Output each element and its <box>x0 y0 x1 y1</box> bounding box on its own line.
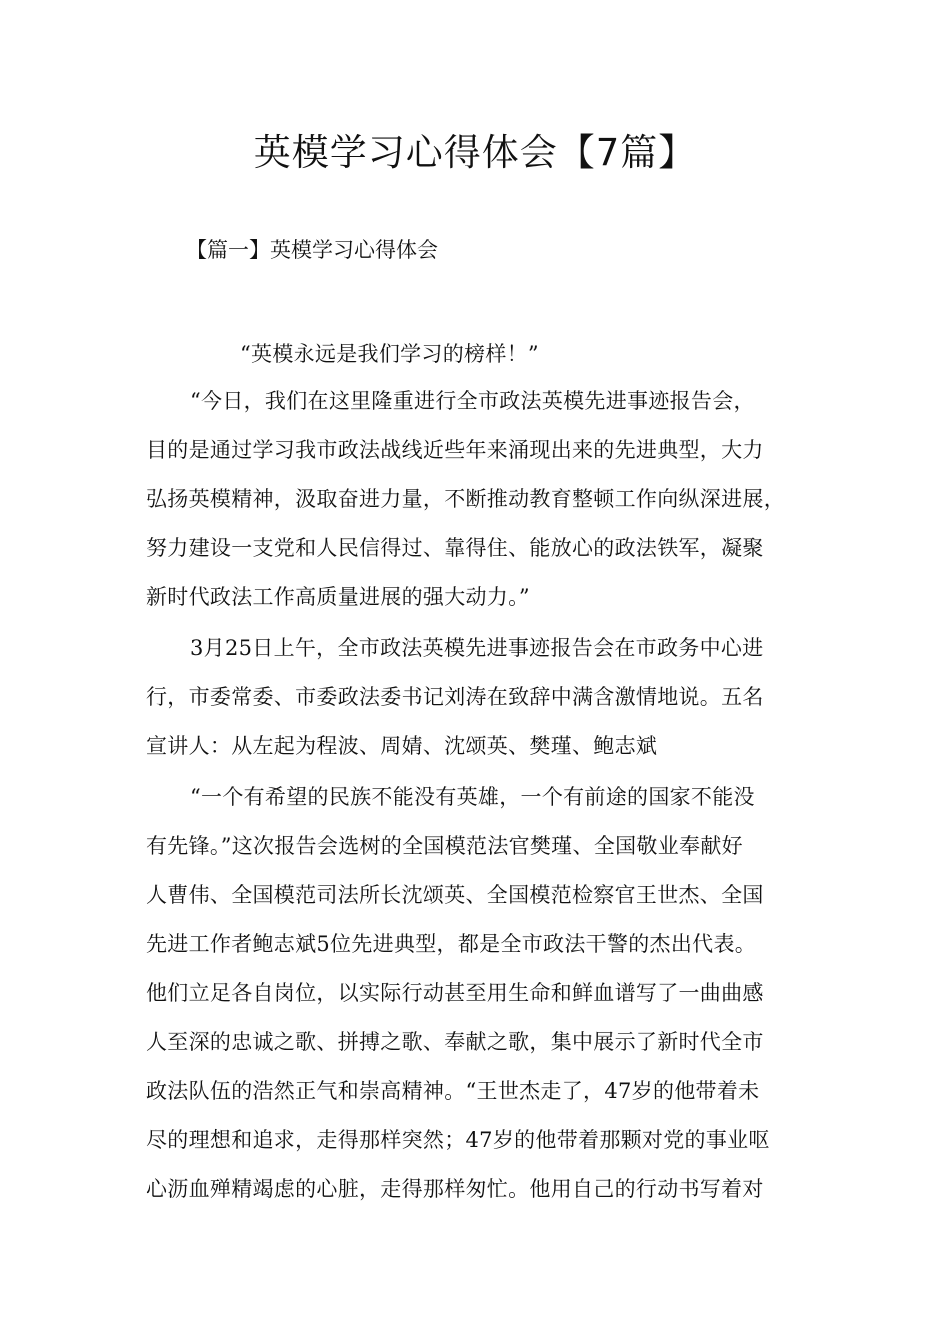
paragraph-line: 心沥血殚精竭虑的心脏，走得那样匆忙。他用自己的行动书写着对 <box>146 1177 764 1201</box>
paragraph-line: 人至深的忠诚之歌、拼搏之歌、奉献之歌，集中展示了新时代全市 <box>146 1030 764 1054</box>
paragraph-line: 3月25日上午，全市政法英模先进事迹报告会在市政务中心进 <box>190 636 764 660</box>
paragraph-line: 弘扬英模精神，汲取奋进力量，不断推动教育整顿工作向纵深进展， <box>146 487 785 511</box>
document-title: 英模学习心得体会【7篇】 <box>253 131 697 174</box>
paragraph-line: 有先锋。”这次报告会选树的全国模范法官樊瑾、全国敬业奉献好 <box>146 834 743 858</box>
paragraph-line: 行，市委常委、市委政法委书记刘涛在致辞中满含激情地说。五名 <box>146 685 764 709</box>
paragraph-line: 尽的理想和追求，走得那样突然；47岁的他带着那颗对党的事业呕 <box>146 1128 770 1152</box>
paragraph-line: 努力建设一支党和人民信得过、靠得住、能放心的政法铁军，凝聚 <box>146 536 764 560</box>
paragraph-line: 他们立足各自岗位，以实际行动甚至用生命和鲜血谱写了一曲曲感 <box>146 981 764 1005</box>
section-heading: 【篇一】英模学习心得体会 <box>186 238 438 262</box>
paragraph-line: “一个有希望的民族不能没有英雄，一个有前途的国家不能没 <box>190 785 755 809</box>
paragraph-line: 新时代政法工作高质量进展的强大动力。” <box>146 585 530 609</box>
paragraph-line: 政法队伍的浩然正气和崇高精神。“王世杰走了，47岁的他带着未 <box>146 1079 760 1103</box>
paragraph-line: 目的是通过学习我市政法战线近些年来涌现出来的先进典型，大力 <box>146 438 764 462</box>
paragraph-line: “英模永远是我们学习的榜样！” <box>240 342 539 366</box>
paragraph-line: “今日，我们在这里隆重进行全市政法英模先进事迹报告会， <box>190 389 755 413</box>
paragraph-line: 宣讲人：从左起为程波、周婧、沈颂英、樊瑾、鲍志斌 <box>146 734 658 758</box>
paragraph-line: 人曹伟、全国模范司法所长沈颂英、全国模范检察官王世杰、全国 <box>146 883 764 907</box>
paragraph-line: 先进工作者鲍志斌5位先进典型，都是全市政法干警的杰出代表。 <box>146 932 757 956</box>
